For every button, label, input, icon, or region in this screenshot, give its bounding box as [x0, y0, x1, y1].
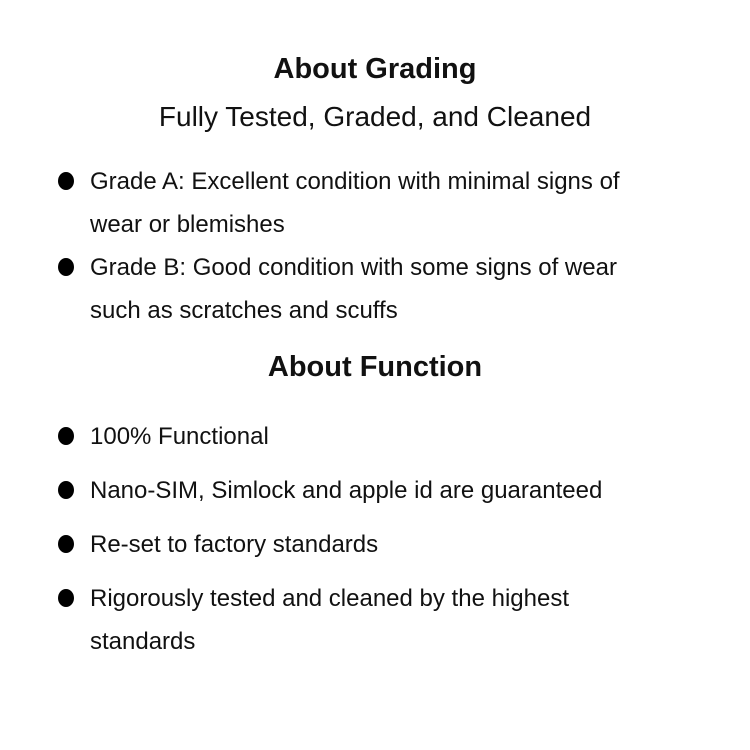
bullet-icon: [58, 258, 74, 276]
list-item: [58, 415, 638, 458]
list-item-text: Re-set to factory standards: [90, 531, 379, 558]
function-section: [0, 350, 750, 663]
list-item: [58, 523, 638, 566]
grading-subtitle: Fully Tested, Graded, and Cleaned: [158, 101, 592, 132]
bullet-icon: [58, 481, 74, 499]
grading-list: [0, 160, 750, 332]
grading-section: [0, 52, 750, 332]
list-item-text: Rigorously tested and cleaned by the highest standards: [90, 585, 569, 655]
list-item-text: Grade A: Excellent condition with minimal signs of wear or blemishes: [90, 168, 620, 238]
function-title: About Function: [267, 351, 483, 383]
bullet-icon: [58, 535, 74, 553]
list-item-text: Nano-SIM, Simlock and apple id are guaranteed: [90, 477, 603, 504]
list-item-text: Grade B: Good condition with some signs of wear such as scratches and scuffs: [90, 254, 617, 324]
list-item: [58, 577, 638, 663]
bullet-icon: [58, 589, 74, 607]
bullet-icon: [58, 172, 74, 190]
list-item: [58, 160, 638, 246]
list-item-text: 100% Functional: [90, 423, 269, 450]
list-item: [58, 469, 638, 512]
grading-title: About Grading: [273, 53, 477, 85]
function-list: [0, 415, 750, 663]
list-item: [58, 246, 638, 332]
bullet-icon: [58, 427, 74, 445]
